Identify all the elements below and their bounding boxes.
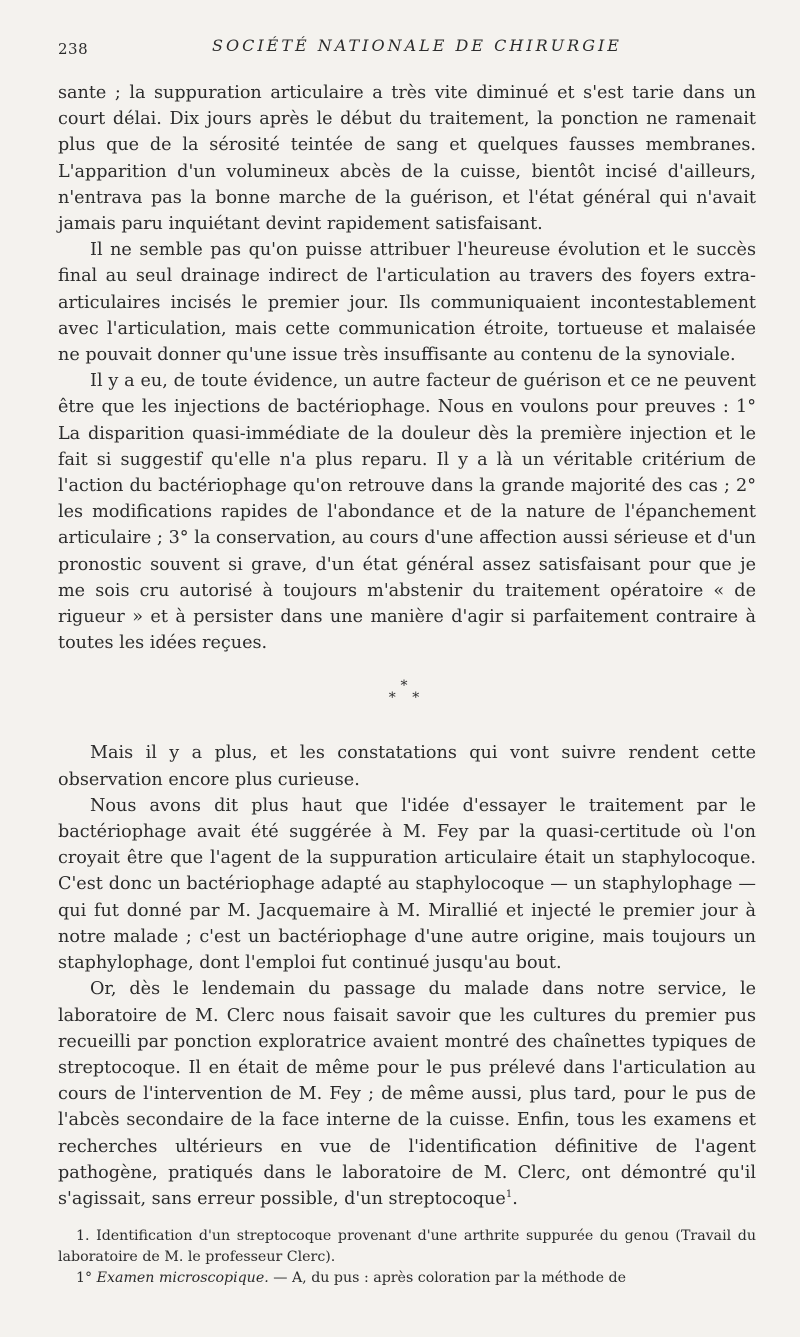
running-title: SOCIÉTÉ NATIONALE DE CHIRURGIE [212, 36, 622, 55]
paragraph-continuation: sante ; la suppuration articulaire a très vite diminué et s'est tarie dans un court délai. Dix jours après le début du traitement, la ponction ne ramenait plus que de la sérosité teintée de sang et quelques fausses membranes. L'apparition d'un volumineux abcès de la cuisse, bientôt incisé d'ailleurs, n'entrava pas la bonne marche de la guérison, et l'état général qui n'avait jamais paru inquiétant devint rapidement satisfaisant. [58, 83, 756, 235]
footnote-1: 1. Identification d'un streptocoque provenant d'une arthrite suppurée du genou (Travail du laboratoire de M. le professeur Clerc). [58, 1228, 756, 1266]
section-separator-asterism [58, 678, 756, 707]
paragraph: Il y a eu, de toute évidence, un autre facteur de guérison et ce ne peuvent être que les injections de bactériophage. Nous en voulons pour preuves : 1° La disparition quasi-immédiate de la douleur dès la première injection et le fait si suggestif qu'elle n'a plus reparu. Il y a là un véritable critérium de l'action du bactériophage qu'on retrouve dans la grande majorité des cas ; 2° les modifications rapides de l'abondance et de la nature de l'épanchement articulaire ; 3° la conservation, au cours d'une affection aussi sérieuse et d'un pronostic souvent si grave, d'un état général assez satisfaisant pour que je me sois cru autorisé à toujours m'abstenir du traitement opératoire « de rigueur » et à persister dans une manière d'agir si parfaitement contraire à toutes les idées reçues. [58, 371, 756, 654]
footnote-text: — A, du pus : après coloration par la méthode de [268, 1270, 627, 1287]
page-number: 238 [58, 40, 89, 58]
footnotes [58, 1226, 756, 1289]
paragraph-with-footnote: Or, dès le lendemain du passage du malade dans notre service, le laboratoire de M. Clerc nous faisait savoir que les cultures du premier pus recueilli par ponction exploratrice avaient montré des chaînettes typiques de streptocoque. Il en était de même pour le pus prélevé dans l'articulation au cours de l'intervention de M. Fey ; de même aussi, plus tard, pour le pus de l'abcès secondaire de la face interne de la cuisse. Enfin, tous les examens et recherches ultérieurs en vue de l'identification définitive de l'agent pathogène, pratiqués dans le laboratoire de M. Clerc, ont démontré qu'il s'agissait, sans erreur possible, d'un streptocoque$^1$. [58, 979, 756, 1209]
footnote-reference: 1 [505, 1189, 513, 1201]
body-text [58, 80, 756, 1212]
footnote-item-number: 1° [76, 1270, 97, 1287]
asterism-bottom: * * [388, 690, 426, 707]
paragraph: Nous avons dit plus haut que l'idée d'essayer le traitement par le bactériophage avait été suggérée à M. Fey par la quasi-certitude où l'on croyait être que l'agent de la suppuration articulaire était un staphylocoque. C'est donc un bactériophage adapté au staphylocoque — un staphylophage — qui fut donné par M. Jacquemaire à M. Mirallié et injecté le premier jour à notre malade ; c'est un bactériophage d'une autre origine, mais toujours un staphylophage, dont l'emploi fut continué jusqu'au bout. [58, 795, 756, 974]
footnote-italic-heading: Examen microscopique. [96, 1270, 269, 1287]
asterism-top: * [400, 678, 414, 695]
paragraph: Il ne semble pas qu'on puisse attribuer l'heureuse évolution et le succès final au seul drainage indirect de l'articulation au travers des foyers extra-articulaires incisés le premier jour. Ils communiquaient incontestablement avec l'articulation, mais cette communication étroite, tortueuse et malaisée ne pouvait donner qu'une issue très insuffisante au contenu de la synoviale. [58, 240, 756, 366]
page-header [58, 36, 756, 70]
paragraph: Mais il y a plus, et les constatations qui vont suivre rendent cette observation encore plus curieuse. [58, 743, 756, 790]
footnote-continuation [58, 1268, 756, 1289]
paragraph-text: Or, dès le lendemain du passage du malade dans notre service, le laboratoire de M. Clerc nous faisait savoir que les cultures du premier pus recueilli par ponction exploratrice avaient montré des chaînettes typiques de streptocoque. Il en était de même pour le pus prélevé dans l'articulation au cours de l'intervention de M. Fey ; de même aussi, plus tard, pour le pus de l'abcès secondaire de la face interne de la cuisse. Enfin, tous les examens et recherches ultérieurs en vue de l'identification définitive de l'agent pathogène, pratiqués dans le laboratoire de M. Clerc, ont démontré qu'il s'agissait, sans erreur possible, d'un streptocoque [58, 979, 756, 1209]
